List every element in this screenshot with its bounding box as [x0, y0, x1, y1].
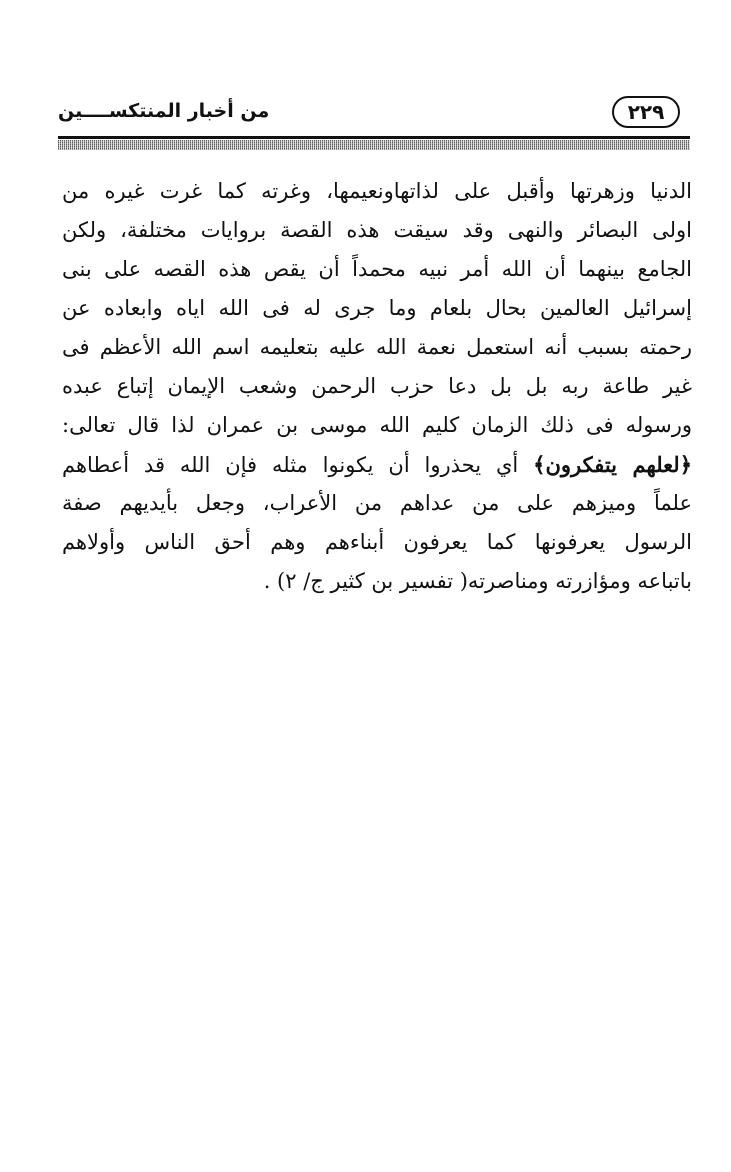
text-line: الجامع بينهما أن الله أمر نبيه محمداً أن يقص هذه القصه على بنى — [62, 257, 692, 281]
text-line: الدنيا وزهرتها وأقبل على لذاتهاونعيمها، وغرته كما غرت غيره من — [62, 179, 692, 203]
page-number-badge: ٢٢٩ — [612, 96, 680, 128]
text-line: اولى البصائر والنهى وقد سيقت هذه القصة بروايات مختلفة، ولكن — [62, 218, 692, 242]
text-line-with-quran — [62, 445, 692, 484]
running-title: من أخبار المنتكســــين — [58, 100, 270, 122]
quran-phrase: ﴿لعلهم يتفكرون﴾ — [533, 452, 693, 477]
text-line: علماً وميزهم على من عداهم من الأعراب، وجعل بأيديهم صفة — [62, 491, 692, 515]
text-line: الرسول يعرفونها كما يعرفون أبناءهم وهم أحق الناس وأولاهم — [62, 530, 692, 554]
page-header — [58, 96, 690, 136]
text-line-last: باتباعه ومؤازرته ومناصرته( تفسير بن كثير ج/ ٢) . — [263, 569, 692, 593]
header-hatched-band — [58, 140, 690, 150]
body-text — [62, 172, 692, 601]
text-line: إسرائيل العالمين بحال بلعام وما جرى له فى الله اياه وابعاده عن — [62, 296, 692, 320]
text-line-continuation: أي يحذروا أن يكونوا مثله فإن الله قد أعطاهم — [62, 453, 519, 477]
header-rule — [58, 136, 690, 139]
text-line: ورسوله فى ذلك الزمان كليم الله موسى بن عمران لذا قال تعالى: — [62, 413, 692, 437]
text-line: رحمته بسبب أنه استعمل نعمة الله عليه بتعليمه اسم الله الأعظم فى — [62, 335, 692, 359]
text-line: غير طاعة ربه بل بل دعا حزب الرحمن وشعب الإيمان إتباع عبده — [62, 374, 692, 398]
